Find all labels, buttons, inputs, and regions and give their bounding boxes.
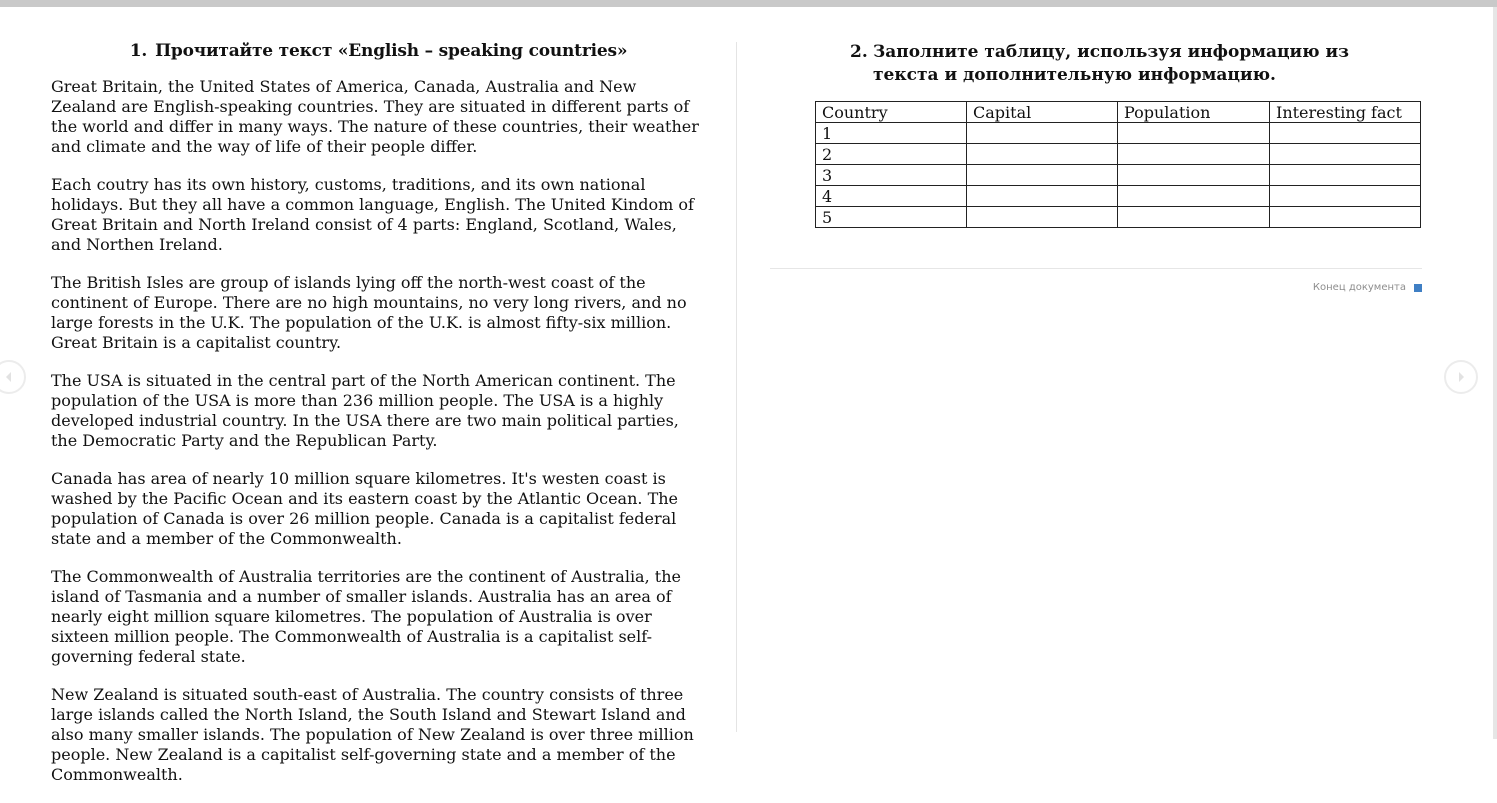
paragraph-6: The Commonwealth of Australia territories are the continent of Australia, the island of Tasmania and a number of smaller islands. Australia has an area of nearly eight million square kilometres. The population of Australia is over sixteen million people. The Commonwealth of Australia is a capitalist self-governing federal state. bbox=[51, 567, 681, 666]
table-cell bbox=[967, 165, 1118, 186]
table-cell bbox=[1270, 186, 1421, 207]
table-cell bbox=[967, 207, 1118, 228]
table-row bbox=[816, 207, 1421, 228]
table-header-cell: Capital bbox=[967, 102, 1118, 123]
paragraph-3: The British Isles are group of islands lying off the north-west coast of the continent of Europe. There are no high mountains, no very long rivers, and no large forests in the U.K. The population of the U.K. is almost fifty-six million. Great Britain is a capitalist country. bbox=[51, 273, 687, 352]
table-cell bbox=[1270, 144, 1421, 165]
table-row bbox=[816, 144, 1421, 165]
table-cell: 2 bbox=[816, 144, 967, 165]
table-cell bbox=[1270, 165, 1421, 186]
right-page-column bbox=[770, 41, 1430, 227]
table-cell bbox=[1118, 165, 1270, 186]
table-header-cell: Country bbox=[816, 102, 967, 123]
paragraph-5: Canada has area of nearly 10 million square kilometres. It's westen coast is washed by the Pacific Ocean and its eastern coast by the Atlantic Ocean. The population of Canada is over 26 million people. Canada is a capitalist federal state and a member of the Commonwealth. bbox=[51, 469, 679, 548]
next-page-button[interactable] bbox=[1444, 360, 1478, 394]
countries-table bbox=[815, 101, 1421, 228]
table-cell bbox=[1118, 207, 1270, 228]
table-cell bbox=[967, 144, 1118, 165]
table-cell: 4 bbox=[816, 186, 967, 207]
viewer-top-bar bbox=[0, 0, 1497, 7]
end-of-document-line bbox=[770, 268, 1422, 269]
end-of-document-text: Конец документа bbox=[1312, 282, 1406, 293]
viewer-scroll-edge bbox=[1493, 7, 1497, 739]
left-page-column bbox=[51, 41, 706, 803]
chevron-right-icon bbox=[1454, 370, 1468, 384]
task-1-heading bbox=[51, 41, 706, 61]
table-header-row bbox=[816, 102, 1421, 123]
table-row bbox=[816, 165, 1421, 186]
table-header-cell: Interesting fact bbox=[1270, 102, 1421, 123]
end-marker-icon bbox=[1414, 284, 1422, 292]
table-cell bbox=[1270, 207, 1421, 228]
end-of-document-label bbox=[1313, 282, 1422, 293]
task-1-title: Прочитайте текст «English – speaking countries» bbox=[155, 41, 628, 61]
table-row bbox=[816, 123, 1421, 144]
paragraph-7: New Zealand is situated south-east of Australia. The country consists of three large islands called the North Island, the South Island and Stewart Island and also many smaller islands. The population of New Zealand is over three million people. New Zealand is a capitalist self-governing state and a member of the Commonwealth. bbox=[51, 685, 694, 784]
table-cell bbox=[1118, 123, 1270, 144]
chevron-left-icon bbox=[2, 370, 16, 384]
table-row bbox=[816, 186, 1421, 207]
table-cell: 1 bbox=[816, 123, 967, 144]
table-cell bbox=[967, 123, 1118, 144]
table-header-cell: Population bbox=[1118, 102, 1270, 123]
table-cell bbox=[1118, 144, 1270, 165]
task-2-heading bbox=[850, 41, 1353, 87]
table-cell bbox=[967, 186, 1118, 207]
task-2-title: Заполните таблицу, используя информацию из текста и дополнительную информацию. bbox=[873, 42, 1349, 85]
paragraph-4: The USA is situated in the central part of the North American continent. The population of the USA is more than 236 million people. The USA is a highly developed industrial country. In the USA there are two main political parties, the Democratic Party and the Republican Party. bbox=[51, 371, 679, 450]
table-cell bbox=[1270, 123, 1421, 144]
table-cell: 3 bbox=[816, 165, 967, 186]
paragraph-2: Each coutry has its own history, customs, traditions, and its own national holidays. But they all have a common language, English. The United Kindom of Great Britain and North Ireland consist of 4 parts: England, Scotland, Wales, and Northen Ireland. bbox=[51, 175, 694, 254]
task-1-number: 1. bbox=[129, 41, 148, 61]
paragraph-1: Great Britain, the United States of America, Canada, Australia and New Zealand are English-speaking countries. They are situated in different parts of the world and differ in many ways. The nature of these countries, their weather and climate and the way of life of their people differ. bbox=[51, 77, 699, 156]
task-2-number: 2. bbox=[850, 42, 868, 62]
page-divider bbox=[736, 42, 737, 732]
previous-page-button[interactable] bbox=[0, 360, 26, 394]
table-cell bbox=[1118, 186, 1270, 207]
table-cell: 5 bbox=[816, 207, 967, 228]
